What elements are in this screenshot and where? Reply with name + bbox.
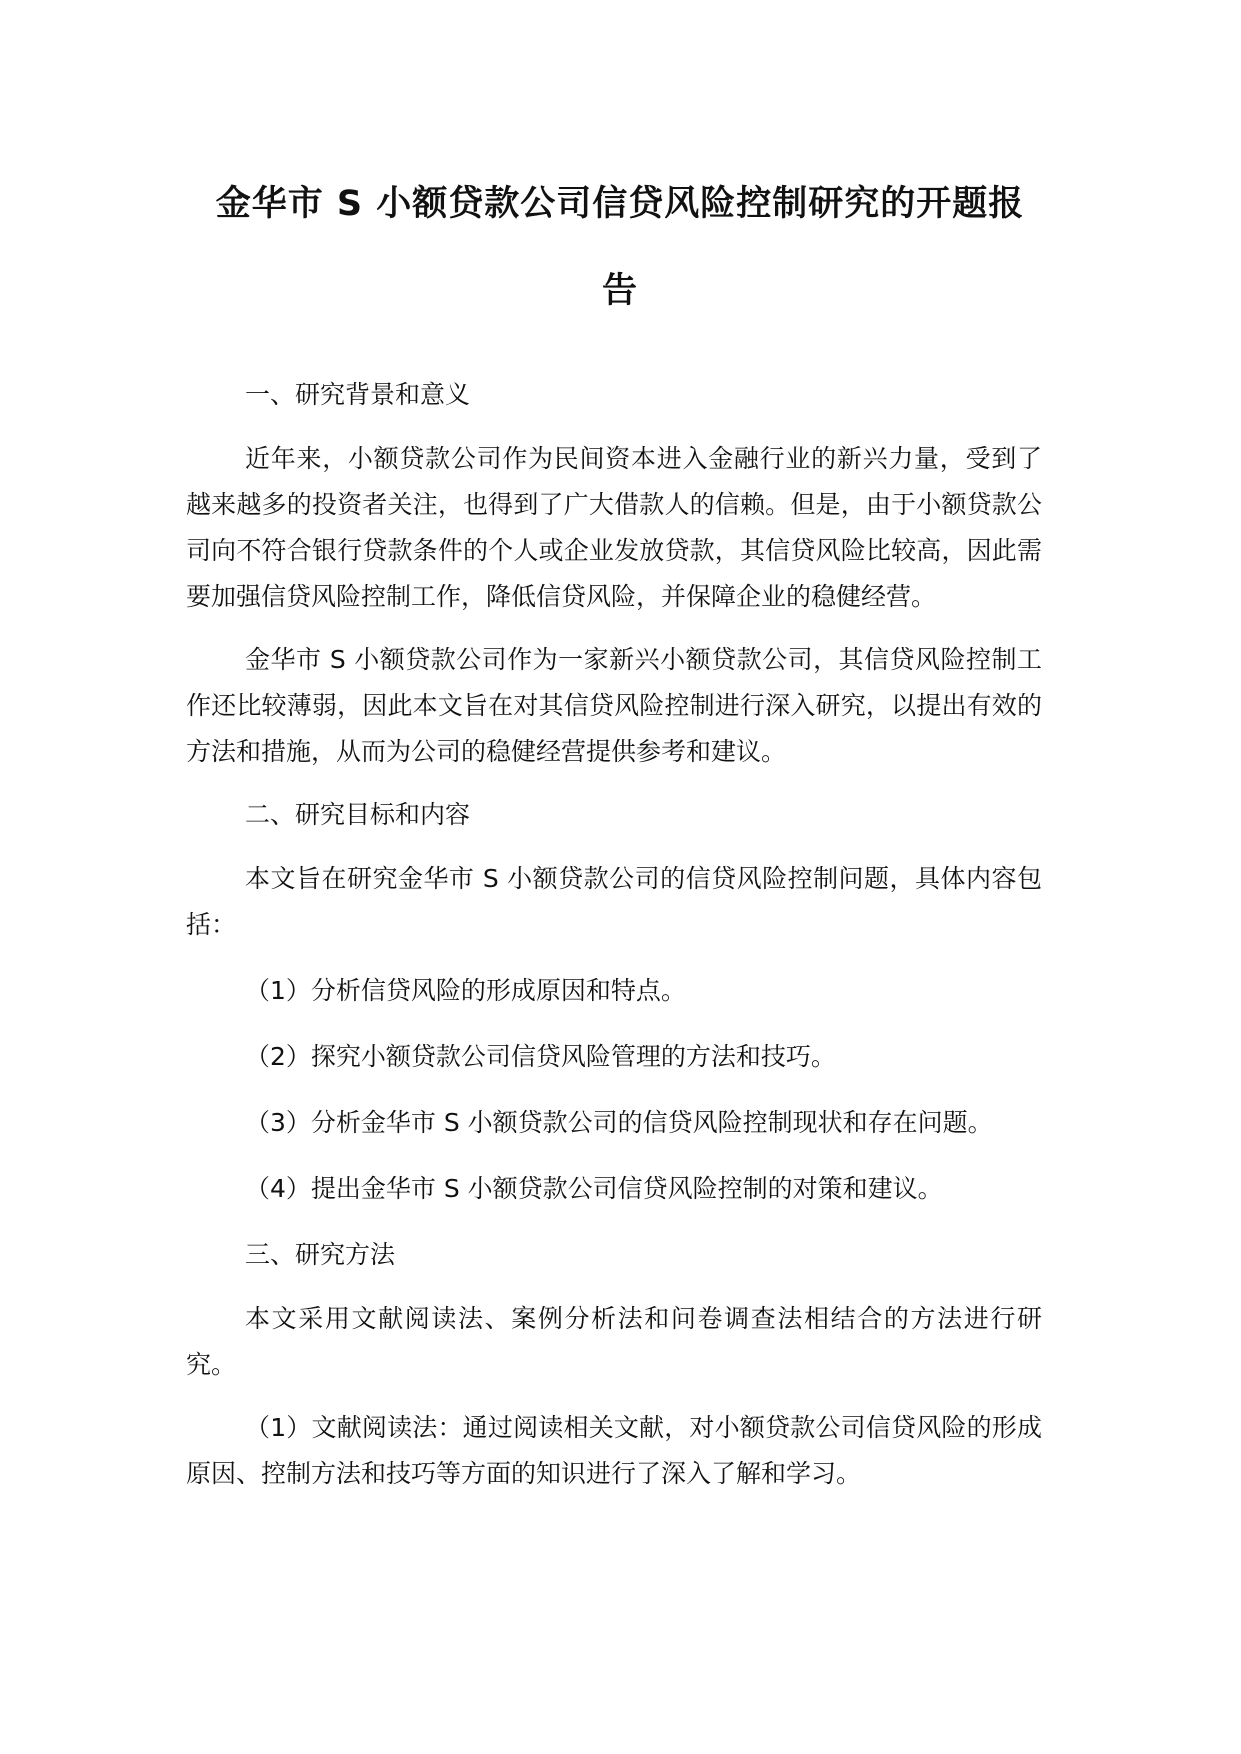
list-item-objective-1: （1）分析信贷风险的形成原因和特点。	[245, 976, 686, 1005]
list-item-objective-2: （2）探究小额贷款公司信贷风险管理的方法和技巧。	[245, 1042, 836, 1071]
section-heading-objectives: 二、研究目标和内容	[245, 800, 471, 829]
document-title-line-2: 告	[601, 271, 638, 311]
section-heading-methods: 三、研究方法	[245, 1240, 396, 1269]
paragraph-methods-intro: 本文采用文献阅读法、案例分析法和问卷调查法相结合的方法进行研究。	[186, 1304, 1042, 1379]
document-body	[186, 372, 1042, 1497]
list-item-method-1: （1）文献阅读法：通过阅读相关文献，对小额贷款公司信贷风险的形成原因、控制方法和技巧等方面的知识进行了深入了解和学习。	[186, 1413, 1042, 1488]
paragraph-background-1: 近年来，小额贷款公司作为民间资本进入金融行业的新兴力量，受到了越来越多的投资者关注，也得到了广大借款人的信赖。但是，由于小额贷款公司向不符合银行贷款条件的个人或企业发放贷款，其信贷风险比较高，因此需要加强信贷风险控制工作，降低信贷风险，并保障企业的稳健经营。	[186, 444, 1042, 611]
paragraph-objectives-intro: 本文旨在研究金华市 S 小额贷款公司的信贷风险控制问题，具体内容包括：	[186, 864, 1042, 939]
list-item-objective-3: （3）分析金华市 S 小额贷款公司的信贷风险控制现状和存在问题。	[245, 1108, 993, 1137]
list-item-objective-4: （4）提出金华市 S 小额贷款公司信贷风险控制的对策和建议。	[245, 1174, 943, 1203]
paragraph-background-2: 金华市 S 小额贷款公司作为一家新兴小额贷款公司，其信贷风险控制工作还比较薄弱，因此本文旨在对其信贷风险控制进行深入研究，以提出有效的方法和措施，从而为公司的稳健经营提供参考和建议。	[186, 645, 1042, 766]
section-heading-background: 一、研究背景和意义	[245, 380, 471, 409]
document-title-line-1: 金华市 S 小额贷款公司信贷风险控制研究的开题报	[215, 184, 1025, 224]
